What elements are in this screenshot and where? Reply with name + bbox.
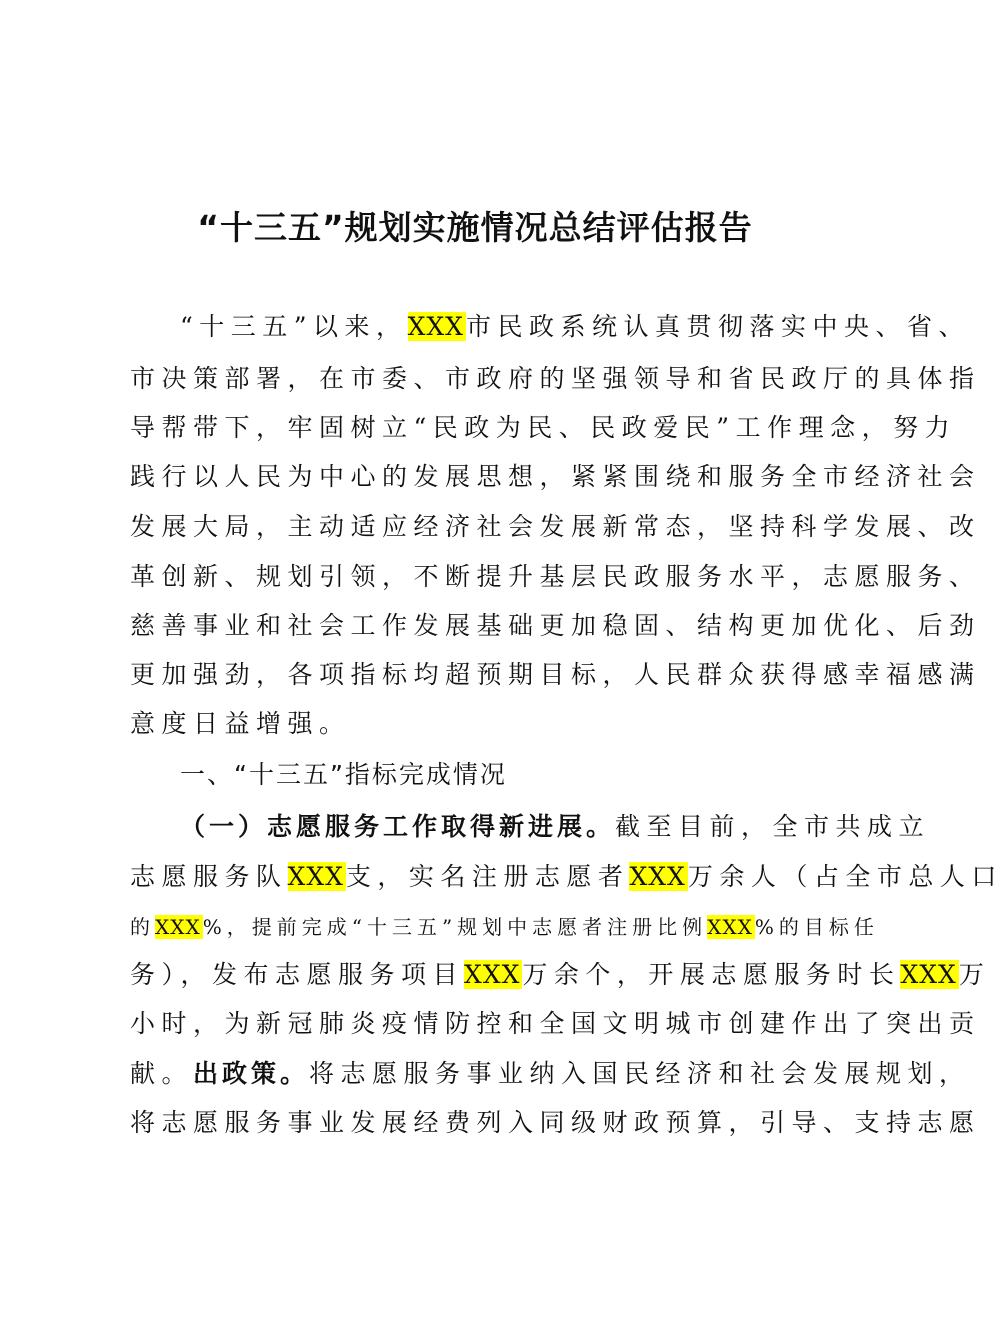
sub1-bold-heading: （一）志愿服务工作取得新进展。 <box>180 812 616 841</box>
sub1-text: 的 <box>130 915 155 939</box>
sub1-line-2 <box>130 855 1003 899</box>
intro-line-5: 发展大局，主动适应经济社会发展新常态，坚持科学发展、改 <box>130 512 981 541</box>
intro-text: 市民政系统认真贯彻落实中央、省、 <box>465 312 970 341</box>
sub1-bold-keyword: 出政策。 <box>193 1059 310 1088</box>
sub1-text: %的目标任 <box>754 915 879 939</box>
intro-line-4: 践行以人民为中心的发展思想，紧紧围绕和服务全市经济社会 <box>130 462 981 491</box>
sub1-line-6 <box>130 1052 971 1096</box>
sub1-text: 支，实名注册志愿者 <box>345 862 630 891</box>
sub1-line-4 <box>130 953 990 997</box>
placeholder-highlight: XXX <box>464 960 521 989</box>
placeholder-highlight: XXX <box>707 915 753 939</box>
sub1-line-5: 小时，为新冠肺炎疫情防控和全国文明城市创建作出了突出贡 <box>130 1009 981 1038</box>
intro-text: “十三五”以来， <box>180 312 408 341</box>
intro-line-9: 意度日益增强。 <box>130 709 351 738</box>
document-title: “十三五”规划实施情况总结评估报告 <box>197 208 753 247</box>
sub1-text: 万余人（占全市总人口 <box>687 862 1003 891</box>
sub1-text: 献。 <box>130 1059 194 1088</box>
sub1-text: 志愿服务队 <box>130 862 288 891</box>
intro-line-1 <box>180 305 970 349</box>
sub1-text: %，提前完成“十三五”规划中志愿者注册比例 <box>202 915 708 939</box>
intro-line-2: 市决策部署，在市委、市政府的坚强领导和省民政厅的具体指 <box>130 364 981 393</box>
sub1-text: 万余个，开展志愿服务时长 <box>522 960 901 989</box>
intro-line-8: 更加强劲，各项指标均超预期目标，人民群众获得感幸福感满 <box>130 660 981 689</box>
placeholder-highlight: XXX <box>629 862 686 891</box>
placeholder-highlight: XXX <box>287 862 344 891</box>
placeholder-highlight: XXX <box>155 915 201 939</box>
intro-line-7: 慈善事业和社会工作发展基础更加稳固、结构更加优化、后劲 <box>130 611 981 640</box>
intro-line-6: 革创新、规划引领，不断提升基层民政服务水平，志愿服务、 <box>130 562 981 591</box>
sub1-line-3 <box>130 905 879 949</box>
section-heading-1: 一、“十三五”指标完成情况 <box>180 760 507 789</box>
sub1-text: 万 <box>958 960 991 989</box>
intro-line-3: 导帮带下，牢固树立“民政为民、民政爱民”工作理念，努力 <box>130 413 957 442</box>
sub1-text: 务），发布志愿服务项目 <box>130 960 465 989</box>
sub1-text: 将志愿服务事业纳入国民经济和社会发展规划， <box>309 1059 971 1088</box>
placeholder-highlight: XXX <box>900 960 957 989</box>
placeholder-highlight: XXX <box>407 312 464 341</box>
sub1-text: 截至目前，全市共成立 <box>615 812 931 841</box>
sub1-line-1 <box>180 805 930 849</box>
sub1-line-7: 将志愿服务事业发展经费列入同级财政预算，引导、支持志愿 <box>130 1108 981 1137</box>
